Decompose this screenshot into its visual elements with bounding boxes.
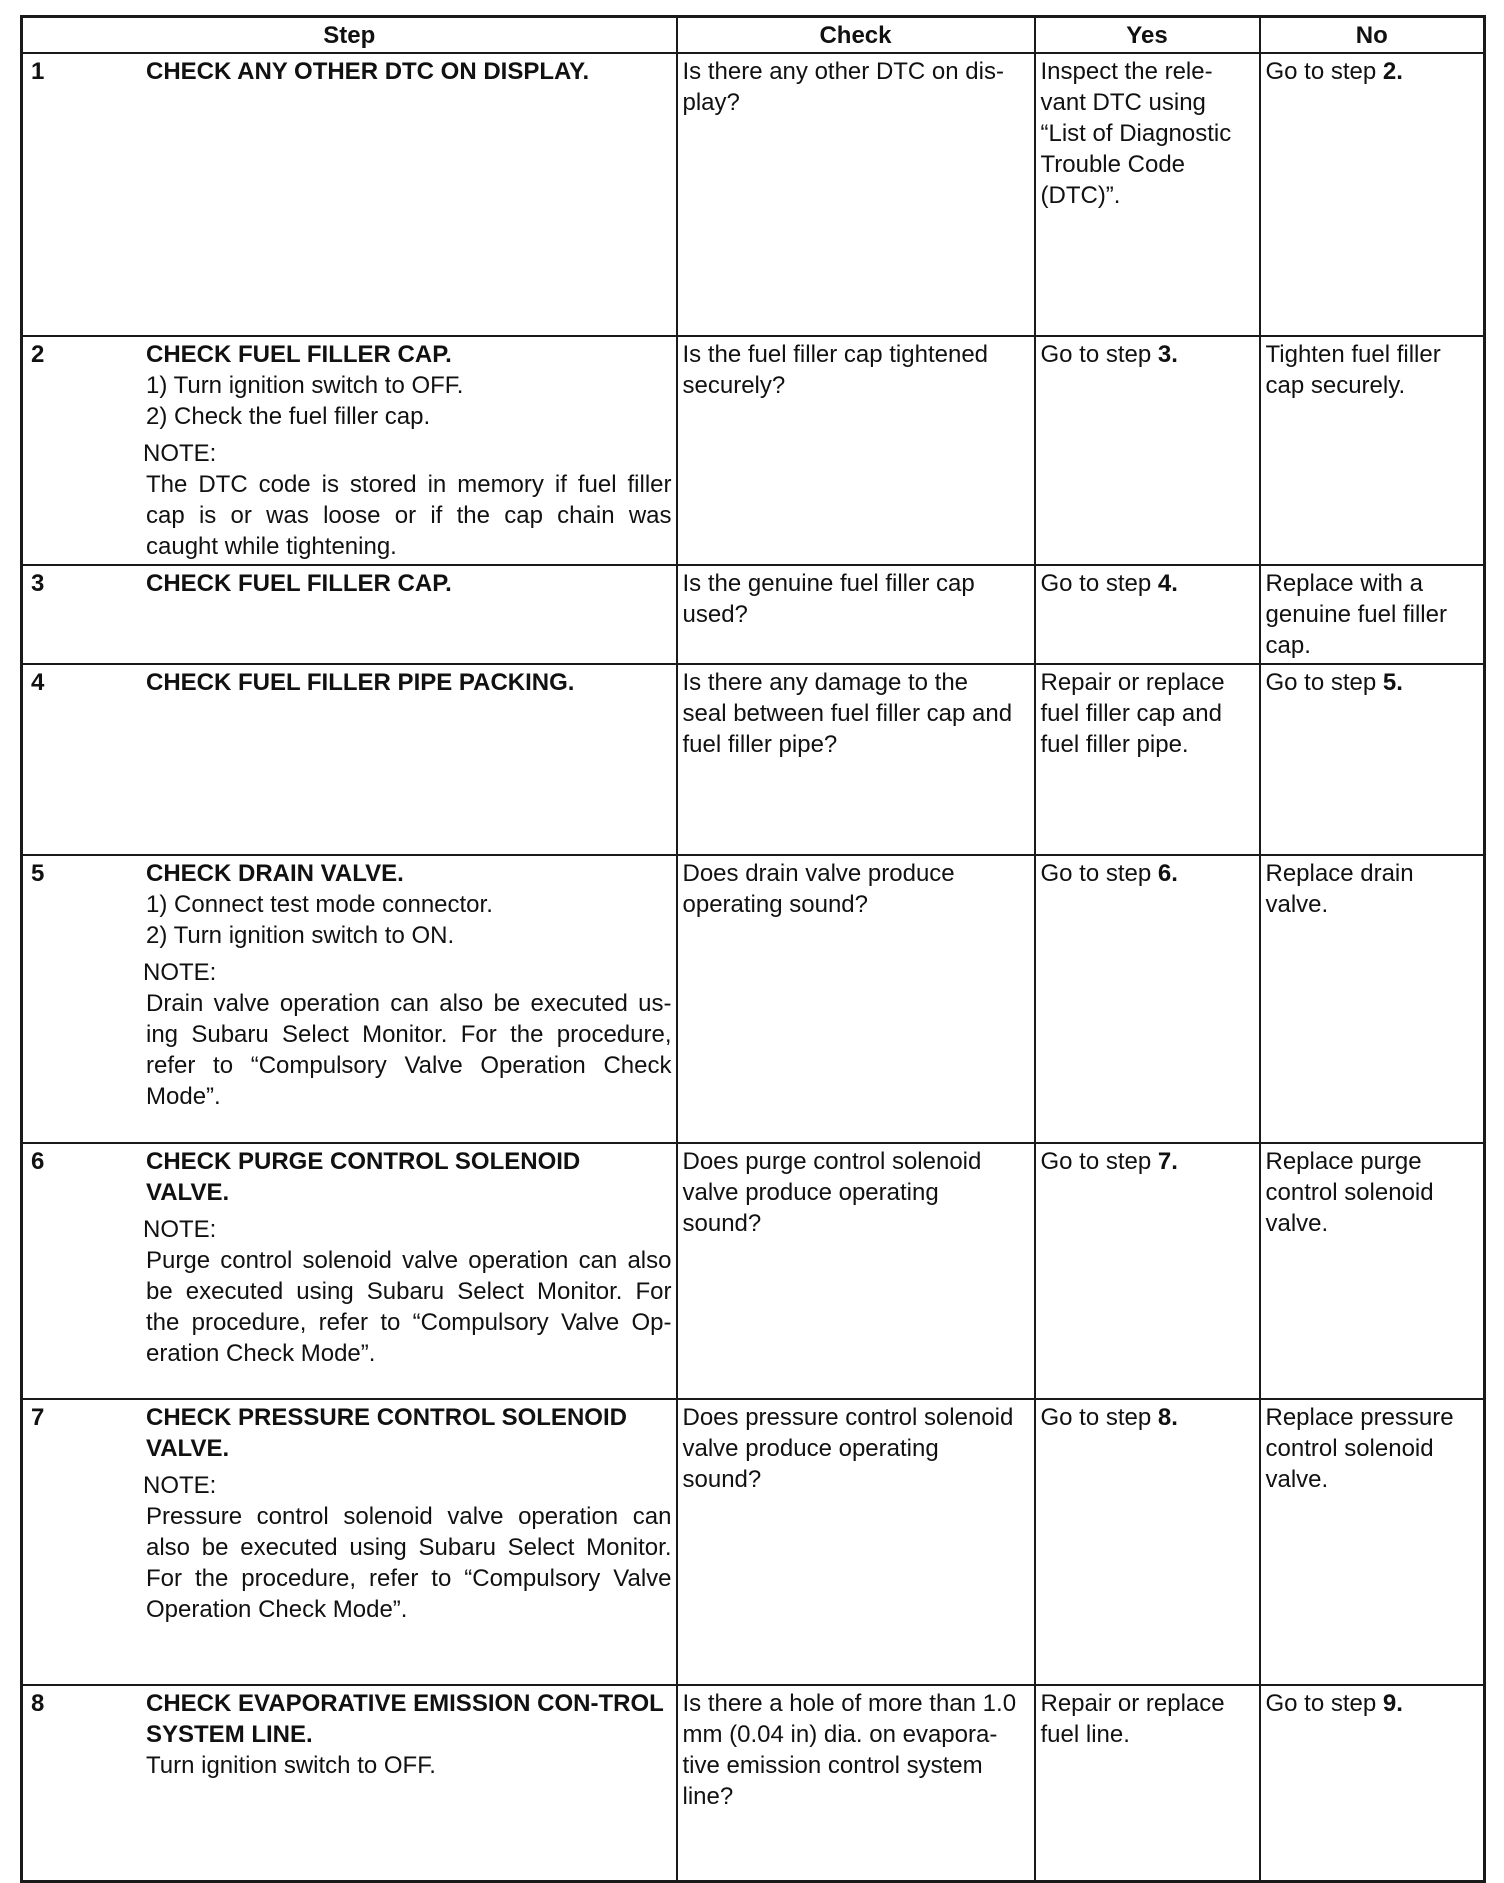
check-cell (677, 53, 1035, 336)
no-text: Replace drain valve. (1265, 860, 1414, 918)
no-text: Go to step (1265, 669, 1383, 696)
note-label: NOTE: (143, 1216, 217, 1243)
check-text: Does drain valve produce operating sound? (682, 860, 955, 918)
step-cell (22, 1685, 677, 1881)
yes-step-link: 4. (1157, 570, 1178, 597)
check-cell (677, 565, 1035, 664)
yes-text: Go to step (1040, 341, 1158, 368)
no-cell (1260, 336, 1485, 565)
header-no: No (1260, 17, 1485, 54)
no-cell (1260, 664, 1485, 855)
yes-text: Inspect the rele- vant DTC using “List of Diagnostic Trouble Code (DTC)”. (1040, 58, 1232, 209)
no-cell (1260, 1685, 1485, 1881)
step-title: CHECK EVAPORATIVE EMISSION CON-TROL SYSTEM LINE. (146, 1690, 664, 1748)
no-cell (1260, 53, 1485, 336)
note-text: Drain valve operation can also be executed us-ing Subaru Select Monitor. For the procedure, refer to “Compulsory Valve Operation Check Mode”. (146, 990, 672, 1110)
yes-cell (1035, 1143, 1260, 1399)
table-row (22, 855, 1485, 1143)
step-substep: 2) Turn ignition switch to ON. (146, 922, 455, 949)
step-number: 6 (31, 1148, 45, 1175)
no-text: Replace pressure control solenoid valve. (1265, 1404, 1454, 1493)
table-row (22, 1685, 1485, 1881)
no-text: Go to step (1265, 1690, 1383, 1717)
yes-text: Go to step (1040, 1404, 1158, 1431)
no-cell (1260, 565, 1485, 664)
step-number: 5 (31, 860, 45, 887)
step-number: 1 (31, 58, 45, 85)
check-cell (677, 1399, 1035, 1685)
check-cell (677, 1143, 1035, 1399)
step-number: 7 (31, 1404, 45, 1431)
yes-text: Go to step (1040, 1148, 1158, 1175)
note-text: Pressure control solenoid valve operation can also be executed using Subaru Select Monitor. For the procedure, refer to “Compulsory Valve Operation Check Mode”. (146, 1503, 672, 1623)
diagnostic-table (20, 15, 1486, 1883)
no-cell (1260, 1399, 1485, 1685)
yes-step-link: 8. (1157, 1404, 1178, 1431)
yes-cell (1035, 336, 1260, 565)
check-text: Is there a hole of more than 1.0 mm (0.04 in) dia. on evapora- tive emission control system line? (682, 1690, 1017, 1810)
step-cell (22, 53, 677, 336)
check-cell (677, 664, 1035, 855)
step-substep: 1) Turn ignition switch to OFF. (146, 372, 464, 399)
header-yes: Yes (1035, 17, 1260, 54)
header-step: Step (22, 17, 677, 54)
table-row (22, 1143, 1485, 1399)
table-row (22, 53, 1485, 336)
check-text: Is the fuel filler cap tightened securely? (682, 341, 989, 399)
step-cell (22, 664, 677, 855)
step-title: CHECK PRESSURE CONTROL SOLENOID VALVE. (146, 1404, 627, 1462)
step-number: 3 (31, 570, 45, 597)
note-text: Purge control solenoid valve operation can also be executed using Subaru Select Monitor. For the procedure, refer to “Compulsory Valve Op-eration Check Mode”. (146, 1247, 672, 1367)
check-cell (677, 855, 1035, 1143)
yes-cell (1035, 1399, 1260, 1685)
step-substep: 2) Check the fuel filler cap. (146, 403, 431, 430)
no-text: Replace purge control solenoid valve. (1265, 1148, 1434, 1237)
yes-text: Go to step (1040, 860, 1158, 887)
step-substep: 1) Connect test mode connector. (146, 891, 493, 918)
no-step-link: 5. (1382, 669, 1403, 696)
check-text: Is the genuine fuel filler cap used? (682, 570, 975, 628)
check-text: Is there any damage to the seal between fuel filler cap and fuel filler pipe? (682, 669, 1013, 758)
yes-cell (1035, 855, 1260, 1143)
yes-cell (1035, 53, 1260, 336)
step-cell (22, 565, 677, 664)
no-step-link: 9. (1382, 1690, 1403, 1717)
step-cell (22, 336, 677, 565)
table-row (22, 664, 1485, 855)
no-step-link: 2. (1382, 58, 1403, 85)
note-label: NOTE: (143, 959, 217, 986)
step-cell (22, 1399, 677, 1685)
yes-cell (1035, 1685, 1260, 1881)
table-row (22, 1399, 1485, 1685)
table-row (22, 565, 1485, 664)
table-row (22, 336, 1485, 565)
no-text: Replace with a genuine fuel filler cap. (1265, 570, 1447, 659)
step-number: 8 (31, 1690, 45, 1717)
step-title: CHECK PURGE CONTROL SOLENOID VALVE. (146, 1148, 581, 1206)
check-text: Does pressure control solenoid valve produce operating sound? (682, 1404, 1014, 1493)
yes-step-link: 3. (1157, 341, 1178, 368)
yes-cell (1035, 565, 1260, 664)
yes-step-link: 6. (1157, 860, 1178, 887)
no-text: Tighten fuel filler cap securely. (1265, 341, 1441, 399)
step-title: CHECK FUEL FILLER CAP. (146, 341, 452, 368)
check-text: Does purge control solenoid valve produce operating sound? (682, 1148, 982, 1237)
header-check: Check (677, 17, 1035, 54)
step-title: CHECK DRAIN VALVE. (146, 860, 404, 887)
check-text: Is there any other DTC on dis- play? (682, 58, 1004, 116)
step-title: CHECK FUEL FILLER CAP. (146, 570, 452, 597)
header-row (22, 17, 1485, 54)
yes-step-link: 7. (1157, 1148, 1178, 1175)
step-cell (22, 1143, 677, 1399)
yes-text: Go to step (1040, 570, 1158, 597)
note-label: NOTE: (143, 1472, 217, 1499)
step-title: CHECK FUEL FILLER PIPE PACKING. (146, 669, 575, 696)
no-text: Go to step (1265, 58, 1383, 85)
step-title: CHECK ANY OTHER DTC ON DISPLAY. (146, 58, 590, 85)
step-cell (22, 855, 677, 1143)
step-number: 4 (31, 669, 45, 696)
note-text: The DTC code is stored in memory if fuel filler cap is or was loose or if the cap chain was caught while tightening. (146, 471, 672, 560)
step-instruction: Turn ignition switch to OFF. (146, 1752, 436, 1779)
yes-text: Repair or replace fuel line. (1040, 1690, 1225, 1748)
no-cell (1260, 855, 1485, 1143)
check-cell (677, 1685, 1035, 1881)
yes-text: Repair or replace fuel filler cap and fuel filler pipe. (1040, 669, 1225, 758)
note-label: NOTE: (143, 440, 217, 467)
yes-cell (1035, 664, 1260, 855)
step-number: 2 (31, 341, 45, 368)
no-cell (1260, 1143, 1485, 1399)
check-cell (677, 336, 1035, 565)
